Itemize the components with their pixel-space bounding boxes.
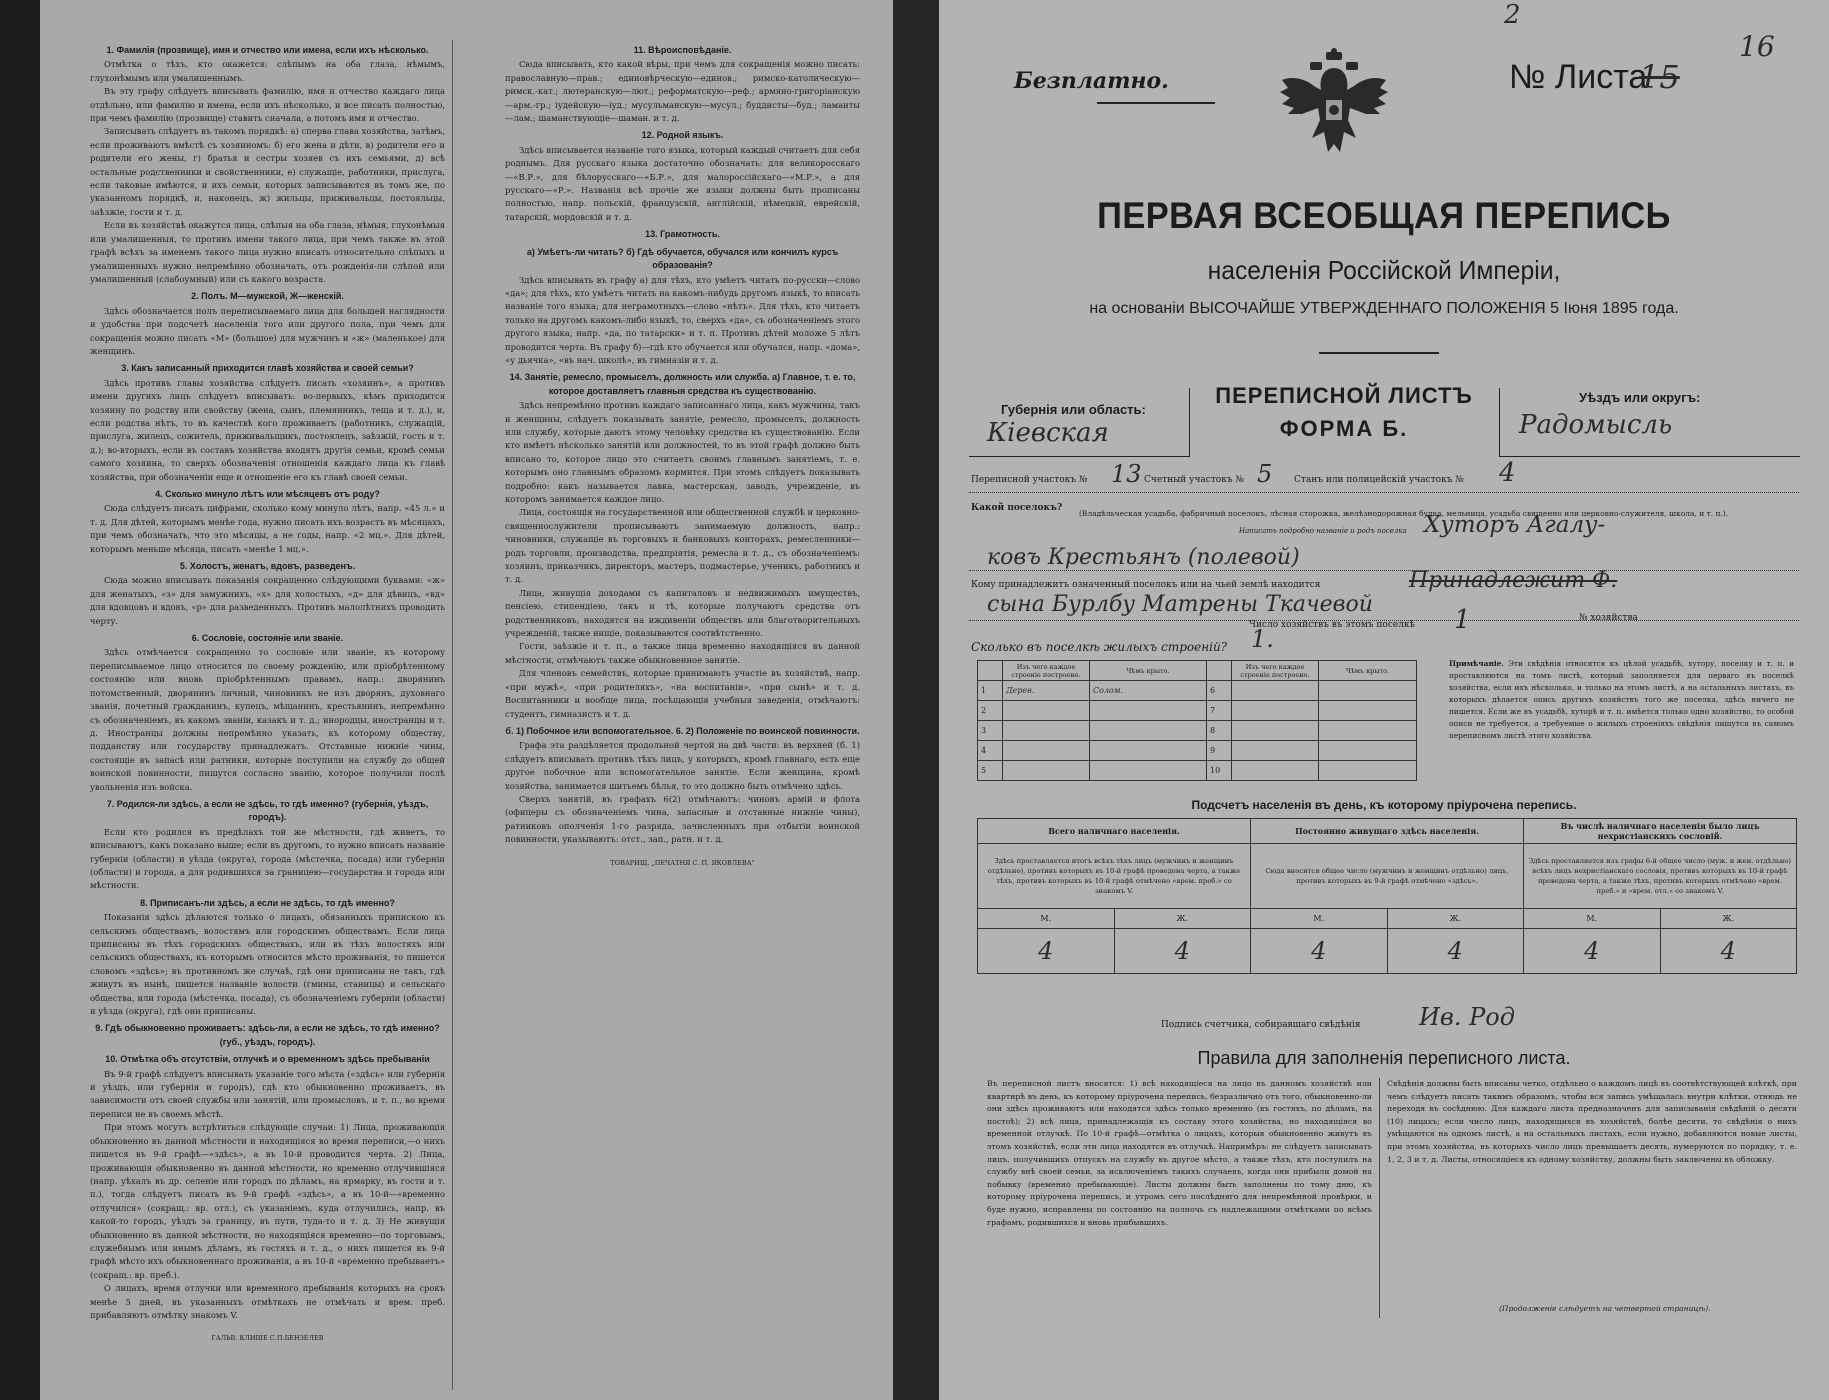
non-christian-male: 4: [1524, 929, 1661, 974]
paragraph: Здѣсь вписывается названіе того языка, который каждый считаетъ для себя роднымъ. Для русскаго языка достаточно обозначать: для великоросскаго—«В.Р.», для бѣлорусскаго—«Б.Р.», для малороссійскаго—«М.Р.», а для русскаго—«Р.». Названія всѣ прочіе же языки должны быть прописаны полностью, напр. польскій, французскій, англійскій, нѣмецкій, еврейскій, татарскій, мордовскій и т. д.: [505, 144, 860, 222]
paragraph: О лицахъ, время отлучки или временного пребыванія которыхъ на срокъ менѣе 5 дней, въ указанныхъ отмѣткахъ не отмѣчать и врем. преб. прибавляютъ отмѣтку знакомъ V.: [90, 1283, 445, 1320]
household-number-label: № хозяйства: [1579, 613, 1638, 623]
paragraph: Здѣсь противъ главы хозяйства слѣдуетъ писать «хозяинъ», а противъ имени другихъ лицъ слѣдуетъ вписывать: во-первыхъ, кѣмъ приходится хозяину по родству или свойству (жена, сынъ, племянникъ, теща и т. д.), и, если родства нѣтъ, то въ качествѣ кого проживаетъ (работникъ, служащій, прислуга, жилецъ, сожитель, приживальщикъ, постоялецъ, заѣзжій, гость и т. д.); во-вторыхъ, если въ составъ хозяйства входятъ другія семьи, кромѣ семьи самого хозяина, то сверхъ обозначенія отношенія каждаго лица къ главѣ хозяйства, при обозначеніи еще и отношеніе его къ главѣ своей семьи.: [90, 377, 445, 482]
paragraph: Гости, заѣзжіе и т. п., а также лица временно находящіяся въ данной мѣстности, отмѣчаютъ также обыкновенное занятіе.: [505, 641, 860, 665]
printer-imprint: ТОВАРИЩ. „ПЕЧАТНЯ С. П. ЯКОВЛЕВА": [610, 858, 755, 867]
paragraph: Если кто родился въ предѣлахъ той же мѣстности, гдѣ живетъ, то вписываютъ, какъ показано выше; если въ другомъ, то нужно вписать названіе губерніи (области) и уѣзда (округа), города (мѣстечка, посада) или губерніи (области) и города, а для родившихся за границею—государства и города или мѣстности.: [90, 826, 445, 891]
schetny-value: 5: [1257, 460, 1273, 488]
uezd-value: Радомысль: [1519, 410, 1673, 440]
left-page: [40, 0, 893, 1400]
row-number: 7: [1207, 701, 1232, 721]
poselok-note: Написать подробно названіе и родъ поселка: [1239, 527, 1407, 535]
non-christian-female: 4: [1660, 929, 1797, 974]
paragraph: Для членовъ семействъ, которые принимаютъ участіе въ хозяйствѣ, напр. «при мужѣ», «при родителяхъ», «на воспитаніи», «при сынѣ» и т. д. Воспитанники и вообще лица, посѣщающія учебныя заведенія, отмѣчаютъ: студентъ, гимназистъ и т. д.: [505, 668, 860, 719]
buildings-label: Сколько въ поселкѣ жилыхъ строеній?: [971, 640, 1228, 654]
permanent-header: Постоянно живущаго здѣсь населенія.: [1251, 819, 1524, 844]
title-divider: [1319, 352, 1439, 354]
section-heading: 3. Какъ записанный приходится главѣ хозяйства и своей семьи?: [121, 363, 414, 374]
form-title: ПЕРЕПИСНОЙ ЛИСТЪ: [1215, 383, 1473, 408]
paragraph: Здѣсь непремѣнно противъ каждаго записаннаго лица, какъ мужчины, такъ и женщины, слѣдуетъ показывать занятіе, ремесло, промыселъ, должность или службу, которые даютъ этому человѣку средства къ существованію. Если кто имѣетъ нѣсколько занятій или должностей, то въ этой графѣ должно быть вписано то, которое лицо это считаетъ своимъ главнымъ занятіемъ, т. е. которымъ оно главнымъ образомъ кормится. При этомъ слѣдуетъ показывать подробно: какъ называется лавка, мастерская, заводъ, учрежденіе, въ которомъ занимается каждое лицо.: [505, 400, 860, 504]
non-christian-desc: Здѣсь проставляется изъ графы 6-й общее число (муж. и жен. отдѣльно) всѣхъ лицъ нехристіанскаго сословія, противъ которыхъ въ 10-й графѣ проведена черта, а также тѣхъ, противъ которыхъ отмѣчено «врем. преб.» и «врем. отл.» со знакомъ V.: [1524, 844, 1797, 909]
female-label: Ж.: [1114, 909, 1251, 929]
male-label: М.: [978, 909, 1115, 929]
paragraph: Отмѣтка о тѣхъ, кто окажется: слѣпымъ на оба глаза, нѣмымъ, глухонѣмымъ или умалишеннымъ.: [90, 59, 445, 83]
corner-sheet-number: 16: [1739, 30, 1775, 63]
count-title: Подсчетъ населенія въ день, къ которому пріурочена перепись.: [1191, 798, 1577, 812]
gubernia-label: Губернія или область:: [1001, 402, 1146, 417]
section-heading: 8. Приписанъ-ли здѣсь, а если не здѣсь, то гдѣ именно?: [140, 897, 395, 908]
roof-header: Чѣмъ крыто.: [1090, 661, 1207, 681]
poselok-value-2: ковъ Крестьянъ (полевой): [987, 545, 1300, 570]
census-subtitle: населенія Россійской Имперіи,: [1207, 255, 1561, 285]
population-count-table: [977, 818, 1797, 974]
stan-value: 4: [1499, 458, 1516, 488]
paragraph: Здѣсь отмѣчается сокращенно то сословіе или званіе, къ которому переписываемое лицо относится по своему рожденію, или пріобрѣтенному состоянію или вновь пріобрѣтеннымъ правамъ, напр.: дворянинъ потомственный, дворянинъ личный, чиновникъ не изъ дворянъ, духовнаго званія, почетный гражданинъ, купецъ, мѣщанинъ, крестьянинъ, непремѣнно съ обозначеніемъ, въ какомъ званіи, казакъ и т. д.; инородцы, иностранцы и т. д. Иностранцы должны непремѣнно указать, къ которому обществу, подданству или государству принадлежатъ. Отставные нижніе чины, состоящіе въ запасѣ или ратники, которые поступили на службу до общей воинской повинности, пишутся согласно званію, которое получили послѣ увольненія изъ войска.: [90, 647, 445, 792]
sheet-number-value: 15: [1639, 58, 1680, 96]
paragraph: Здѣсь вписывать въ графу а) для тѣхъ, кто умѣетъ читать по-русски—слово «да»; для тѣхъ, кто умѣетъ читать на какомъ-нибудь другомъ языкѣ, то вписать названіе того языка; для неграмотныхъ—слово «нѣтъ». Для тѣхъ, кто читаетъ только на другомъ какомъ-либо языкѣ, то, сверхъ «да», съ обозначеніемъ этого другого языка, напр. «да, по татарски» и т. п. Противъ дѣтей моложе 5 лѣтъ проводится черта. Въ графу б)—гдѣ кто обучается или обучался, напр. «дома», «у дьячка», «въ нач. школѣ», въ гимназіи и т. д.: [505, 274, 860, 365]
poselok-hint: (Владѣльческая усадьба, фабричный поселокъ, лѣсная сторожка, желѣзнодорожная будка, мельница, усадьба священно или церковно-служителя, школа, и т. п.).: [1079, 509, 1729, 518]
paragraph: При этомъ могутъ встрѣтиться слѣдующіе случаи: 1) Лица, проживающія обыкновенно въ данной мѣстности и находящіяся во время переписи,—о нихъ пишется въ 9-й графѣ—«здѣсь», а въ 10-й проводится черта. 2) Лица, проживающія обыкновенно въ данной мѣстности, но временно отлучившіяся (напр. уѣхалъ въ др. селеніе или городъ по дѣламъ, на ярмарку, въ гости и т. п.), тогда слѣдуетъ писать въ 9-й графѣ «здѣсь», а въ 10-й—«временно отлучился» (сокращ.: вр. отл.), съ указаніемъ, куда отлучились, напр. въ какой-то городъ, уѣздъ за границу, въ пути, туда-то и т. д. 3) Не живущія обыкновенно въ данной мѣстности, но находящіяся временно—по торговымъ, служебнымъ или инымъ дѣламъ, въ гостяхъ и т. д., о нихъ пишется въ 9-й графѣ мѣсто ихъ обыкновеннаго проживанія, а въ 10-й «временно пребываетъ» (сокращ.: вр. преб.).: [90, 1122, 445, 1280]
rules-continue: (Продолженіе слѣдуетъ на четвертой страницѣ).: [1499, 1304, 1711, 1313]
rules-divider: [1379, 1078, 1380, 1318]
section-heading: 14. Занятіе, ремесло, промыселъ, должность или служба. а) Главное, т. е. то, которое доставляетъ главныя средства къ существованію.: [509, 372, 856, 396]
poselok-value-1: Хуторъ Агалу-: [1424, 512, 1606, 538]
households-value: 1: [1454, 605, 1471, 635]
section-heading: 9. Гдѣ обыкновенно проживаетъ: здѣсь-ли, а если не здѣсь, то гдѣ именно? (губ., уѣздъ, городъ).: [95, 1023, 440, 1047]
material-header: Изъ чего каждое строеніе построено.: [1003, 661, 1090, 681]
row-number: 9: [1207, 741, 1232, 761]
section-heading: 13. Грамотность.: [645, 229, 720, 240]
instructions-column-1: [90, 40, 445, 1346]
census-basis: на основаніи ВЫСОЧАЙШЕ УТВЕРЖДЕННАГО ПОЛОЖЕНІЯ 5 Іюня 1895 года.: [1089, 300, 1679, 317]
sheet-number-label: № Листа: [1509, 58, 1648, 96]
schetny-label: Счетный участокъ №: [1144, 475, 1244, 485]
non-christian-header: Въ числѣ наличнаго населенія было лицъ нехристіанскихъ сословій.: [1524, 819, 1797, 844]
material-header-2: Изъ чего каждое строеніе построено.: [1232, 661, 1319, 681]
section-heading: а) Умѣетъ-ли читать? б) Гдѣ обучается, обучался или кончилъ курсъ образованія?: [526, 246, 839, 271]
section-heading: 12. Родной языкъ.: [641, 130, 724, 141]
section-heading: 1. Фамилія (прозвище), имя и отчество или имена, если ихъ нѣсколько.: [106, 45, 429, 55]
row-number: 6: [1207, 681, 1232, 701]
buildings-value: 1.: [1251, 625, 1274, 653]
rules-right-text: Свѣдѣнія должны быть вписаны четко, отдѣльно о каждомъ лицѣ въ соотвѣтствующей клѣткѣ, при чемъ слѣдуетъ писать такимъ образомъ, чтобы вся запись умѣщалась внутри клѣтки, отнюдь не переходя въ сосѣднюю. Для каждаго листа предназначенъ для записыванія свѣдѣній о десяти (10) лицахъ; если число лицъ, находящихся въ хозяйствѣ, болѣе десяти, то свѣдѣнія о нихъ умѣщаются на одномъ листѣ, а на остальныхъ листахъ, если нужно, добавляются новые листы, при этомъ хозяйства, въ которыхъ число лицъ превышаетъ десять, нумеруются по порядку, т. е. 1, 2, 3 и т. д. Листы, относящіеся къ одному хозяйству, должны быть заключены въ обложку.: [1387, 1079, 1797, 1164]
buildings-note: [1449, 658, 1794, 742]
stan-label: Станъ или полицейскій участокъ №: [1294, 475, 1464, 485]
corner-pencil-mark: 2: [1504, 0, 1521, 30]
paragraph: Сюда слѣдуетъ писать цифрами, сколько кому минуло лѣтъ, напр. «45 л.» и т. д. Для дѣтей, которымъ менѣе года, нужно писать ихъ возрастъ въ мѣсяцахъ, при чемъ обозначать, что это мѣсяцы, а не годы, напр. «2 мц.». Для дѣтей, которымъ меньше мѣсяца, писать «менѣе 1 мц.».: [90, 503, 445, 554]
book-gutter: [893, 0, 939, 1400]
permanent-female: 4: [1387, 929, 1524, 974]
section-heading: 10. Отмѣтка объ отсутствіи, отлучкѣ и о временномъ здѣсь пребываніи: [105, 1054, 430, 1065]
paragraph: Лица, состоящія на государственной или общественной службѣ и церковно-священнослужители прописываютъ занимаемую должность, напр.: чиновники, служащіе въ торговыхъ и банковыхъ конторахъ, ремесленники—родъ торговли, производства, предпріятія, ремесла и т. д., съ обозначеніемъ: хозяинъ, приказчикъ, директоръ, мастеръ, подмастерье, ученикъ, работникъ и т. д.: [505, 507, 860, 585]
paragraph: Сюда вписывать, кто какой вѣры, при чемъ для сокращенія можно писать: православную—прав.; единовѣрческую—единов.; римско-католическую—римск.-кат.; лютеранскую—лют.; реформатскую—реф.; армяно-григоріанскую—арм.-гр.; іудейскую—іуд.; мусульманскую—мусул.; буддисты—буд.; ламаиты—лам.; шаманствующіе—шаман. и т. д.: [505, 59, 860, 124]
material-cell: Дерев.: [1003, 681, 1090, 701]
poselok-label: Какой поселокъ?: [971, 503, 1063, 513]
paragraph: Показанія здѣсь дѣлаются только о лицахъ, обязанныхъ припискою къ сельскимъ обществамъ, волостямъ или городскимъ обществамъ. Если лица приписаны въ тѣхъ городскихъ обществахъ, или въ тѣхъ волостяхъ или сельскихъ обществахъ, къ которымъ относится мѣсто проживанія, то пишется словомъ «здѣсь»; въ противномъ же случаѣ, гдѣ они приписаны не такъ, гдѣ живутъ въ нынѣ, пишется названіе волости (гмины, станицы) и сельскаго общества, или города (мѣстечка, посада), съ обозначеніемъ губерніи (области) и уѣзда (округа), гдѣ они приписаны.: [90, 912, 445, 1017]
section-heading: 5. Холостъ, женатъ, вдовъ, разведенъ.: [179, 561, 356, 572]
row-number: 1: [978, 681, 1003, 701]
gubernia-value: Кіевская: [987, 418, 1109, 448]
total-header: Всего наличнаго населенія.: [978, 819, 1251, 844]
male-label: М.: [1251, 909, 1388, 929]
paragraph: Сюда можно вписывать показанія сокращенно слѣдующими буквами: «ж» для женатыхъ, «з» для замужнихъ, «х» для холостыхъ, «д» для дѣвицъ, «вд» для вдовцовъ и вдовъ, «р» для разведенныхъ. Противъ малолѣтнихъ проводить черту.: [90, 575, 445, 626]
roof-header-2: Чѣмъ крыто.: [1319, 661, 1417, 681]
permanent-desc: Сюда вносится общее число (мужчинъ и женщинъ отдѣльно) лицъ, противъ которыхъ въ 9-й графѣ отмѣчено «здѣсь».: [1251, 844, 1524, 909]
row-number: 5: [978, 761, 1003, 781]
section-heading: 4. Сколько минуло лѣтъ или мѣсяцевъ отъ роду?: [155, 489, 380, 499]
permanent-male: 4: [1251, 929, 1388, 974]
section-heading: б. 1) Побочное или вспомогательное. 6. 2) Положеніе по воинской повинности.: [505, 725, 860, 736]
uezd-label: Уѣздъ или округъ:: [1579, 390, 1701, 405]
total-male: 4: [978, 929, 1115, 974]
row-number: 2: [978, 701, 1003, 721]
census-title: ПЕРВАЯ ВСЕОБЩАЯ ПЕРЕПИСЬ: [1097, 195, 1671, 236]
section-heading: 2. Полъ. М—мужской, Ж—женскій.: [191, 291, 344, 302]
roof-cell: Солом.: [1090, 681, 1207, 701]
section-heading: 11. Вѣроисповѣданіе.: [633, 45, 732, 55]
paragraph: Въ эту графу слѣдуетъ вписывать фамилію, имя и отчество каждаго лица отдѣльно, или фамилію и имена, если ихъ нѣсколько, и все писать полностью, при чемъ фамилію (прозвище) ставить сначала, а потомъ имя и отчество.: [90, 86, 445, 124]
note-label: Примѣчаніе.: [1449, 659, 1504, 668]
section-heading: 7. Родился-ли здѣсь, а если не здѣсь, то гдѣ именно? (губернія, уѣздъ, городъ).: [106, 798, 429, 823]
paragraph: Записывать слѣдуетъ въ такомъ порядкѣ: а) сперва глава хозяйства, затѣмъ, если проживаютъ вмѣстѣ съ хозяиномъ: б) его жена и дѣти, в) родители его и родители его жены, г) братья и сестры хозяев съ ихъ семьями, д) всѣ остальные родственники и свойственники, е) служащіе, работники, прислуга, если таковые имѣются, и ихъ семьи, которых записываются въ томъ же, по указанномъ порядкѣ, и, наконецъ, ж) жильцы, приживальцы, постояльцы, заѣзжіе, гости и т. д.: [90, 126, 445, 217]
free-label: Безплатно.: [1014, 68, 1169, 94]
paragraph: Графа эта раздѣляется продольной чертой на двѣ части: въ верхней (б. 1) слѣдуетъ вписывать противъ тѣхъ лицъ, у которыхъ, кромѣ главнаго, есть еще другое побочное или вспомогательное занятіе. Если женщина, кромѣ хозяйства, занимается шитьемъ бѣлья, то это должно быть отмѣчено здѣсь.: [505, 740, 860, 791]
total-female: 4: [1114, 929, 1251, 974]
row-number: 10: [1207, 761, 1232, 781]
printer-imprint: ГАЛЬВ. КЛИШЕ С.П.БЕНЗЕЛЕВ: [211, 1334, 324, 1343]
owner-value-1: Принадлежит Ф.: [1409, 568, 1618, 593]
rules-title: Правила для заполненія переписного листа.: [1197, 1048, 1571, 1068]
perepisnoi-value: 13: [1111, 460, 1142, 488]
imperial-eagle-emblem: [1274, 48, 1394, 168]
section-heading: 6. Сословіе, состояніе или званіе.: [191, 633, 344, 644]
form-subtitle: ФОРМА Б.: [1279, 416, 1409, 441]
instructions-column-2: [505, 40, 860, 870]
signature-label: Подпись счетчика, собиравшаго свѣдѣнія: [1161, 1020, 1361, 1030]
row1-rule: [969, 492, 1799, 493]
row-number: 4: [978, 741, 1003, 761]
signature-value: Ив. Род: [1419, 1003, 1515, 1031]
female-label: Ж.: [1660, 909, 1797, 929]
row-number: 3: [978, 721, 1003, 741]
rules-left-text: Въ переписной листъ вносятся: 1) всѣ находящіеся на лицо въ данномъ хозяйствѣ или квартирѣ въ день, къ которому пріурочена перепись, безразлично отъ того, обыкновенно-ли они здѣсь проживаютъ или находятся здѣсь только временно (въ гостяхъ, по дѣламъ, на постоѣ); 2) всѣ лица, принадлежащія къ составу этого хозяйства, но находящіяся во временной отлучкѣ. По 10-й графѣ—отмѣтка о лицахъ, которыя обыкновенно живутъ въ этомъ хозяйствѣ, если эти лица находятся въ отлучкѣ. Напримѣръ: не слѣдуетъ записывать лицъ, получившихъ отпускъ на службу въ другое мѣсто, а также тѣхъ, кто поступилъ на службу внѣ своей семьи, за исключеніемъ такихъ случаевъ, когда они прибыли домой на побывку (временно пребывающіе). Листы должны быть заполнены по тому дню, къ которому пріурочена перепись, и утромъ сего послѣдняго для непремѣнной провѣрки, и буде нужно, исправлены по состоянію на полночь съ надлежащими отмѣтками по всѣмъ графамъ, родившихся и вновь прибывшихъ.: [987, 1079, 1372, 1227]
owner-label: Кому принадлежитъ означенный поселокъ или на чьей землѣ находится: [971, 580, 1321, 590]
perepisnoi-label: Переписной участокъ №: [971, 475, 1088, 485]
census-form-page: [939, 0, 1829, 1400]
buildings-table-left: [977, 660, 1417, 781]
paragraph: Въ 9-й графѣ слѣдуетъ вписывать указаніе того мѣста («здѣсь» или губернія и уѣздъ, или губернія и городъ), гдѣ кто обыкновенно проживаетъ, въ зависимости отъ своей службы или занятій, или промысловъ, и т. п., во время переписи не въ своемъ мѣстѣ.: [90, 1068, 445, 1119]
paragraph: Сверхъ занятій, въ графахъ 6(2) отмѣчаютъ: чиновъ армій и флота (офицеры съ обозначеніемъ чина, запасные и отставные нижніе чины), ратниковъ ополченія 1-го разряда, зачисленныхъ при отбытіи воинской повинности, указываютъ: отст., зап., ратн. и т. д.: [505, 793, 860, 845]
paragraph: Здѣсь обозначается полъ переписываемаго лица для большей наглядности и удобства при подсчетѣ населенія того или другого пола, при чемъ для сокращенія можно писать «М» (большое) для мужчинъ и «ж» (маленькое) для женщинъ.: [90, 305, 445, 356]
column-divider: [452, 40, 453, 1390]
male-label: М.: [1524, 909, 1661, 929]
note-text: Эти свѣдѣнія относятся къ цѣлой усадьбѣ, хутору, поселку и т. п. и проставляются на томъ листѣ, который заполняется для перваго въ поселкѣ хозяйства, если ихъ нѣсколько, и только на этомъ листѣ, а на остальныхъ листахъ, въ которыхъ дѣлается опись другихъ хозяйствъ того же поселка, здѣсь ничего не пишется. Если же въ усадьбѣ, хуторѣ и т. п. имѣется только одно хозяйство, то особой описи не требуется, а требуемые о жилыхъ строеніяхъ свѣдѣнія пишутся въ самомъ переписномъ листѣ этого хозяйства.: [1449, 659, 1794, 740]
total-desc: Здѣсь проставляется итогъ всѣхъ тѣхъ лицъ (мужчинъ и женщинъ отдѣльно), противъ которыхъ въ 10-й графѣ проведена черта, а также тѣхъ, противъ которыхъ въ 10-й графѣ отмѣчено «врем. преб.» со знакомъ V.: [978, 844, 1251, 909]
row-number: 8: [1207, 721, 1232, 741]
households-label: Число хозяйствъ въ этомъ поселкѣ: [1249, 620, 1415, 630]
paragraph: Лица, живущія доходами съ капиталовъ и недвижимыхъ имуществъ, пенсіею, стипендіею, такъ и тѣ, которые получаютъ средства отъ родственниковъ, находятся на иждивеніи обществъ или благотворительныхъ учрежденій, также нищіе, показываются соотвѣтственно.: [505, 587, 860, 639]
female-label: Ж.: [1387, 909, 1524, 929]
owner-value-2: сына Бурлбу Матрены Ткачевой: [987, 592, 1373, 617]
poselok-rule: [969, 570, 1799, 571]
paragraph: Если въ хозяйствѣ окажутся лица, слѣпыя на оба глаза, нѣмыя, глухонѣмыя или умалишенныя, то противъ имени такого лица, при чемъ также въ этой графѣ всѣхъ за именемъ такого лица нужно вписать относительно слѣпыхъ и умалишенныхъ нужно непремѣнно обозначать, отъ рожденія-ли слѣпой или умалишенный (слабоумный) или съ какого возраста.: [90, 220, 445, 284]
free-underline: [1097, 102, 1215, 104]
